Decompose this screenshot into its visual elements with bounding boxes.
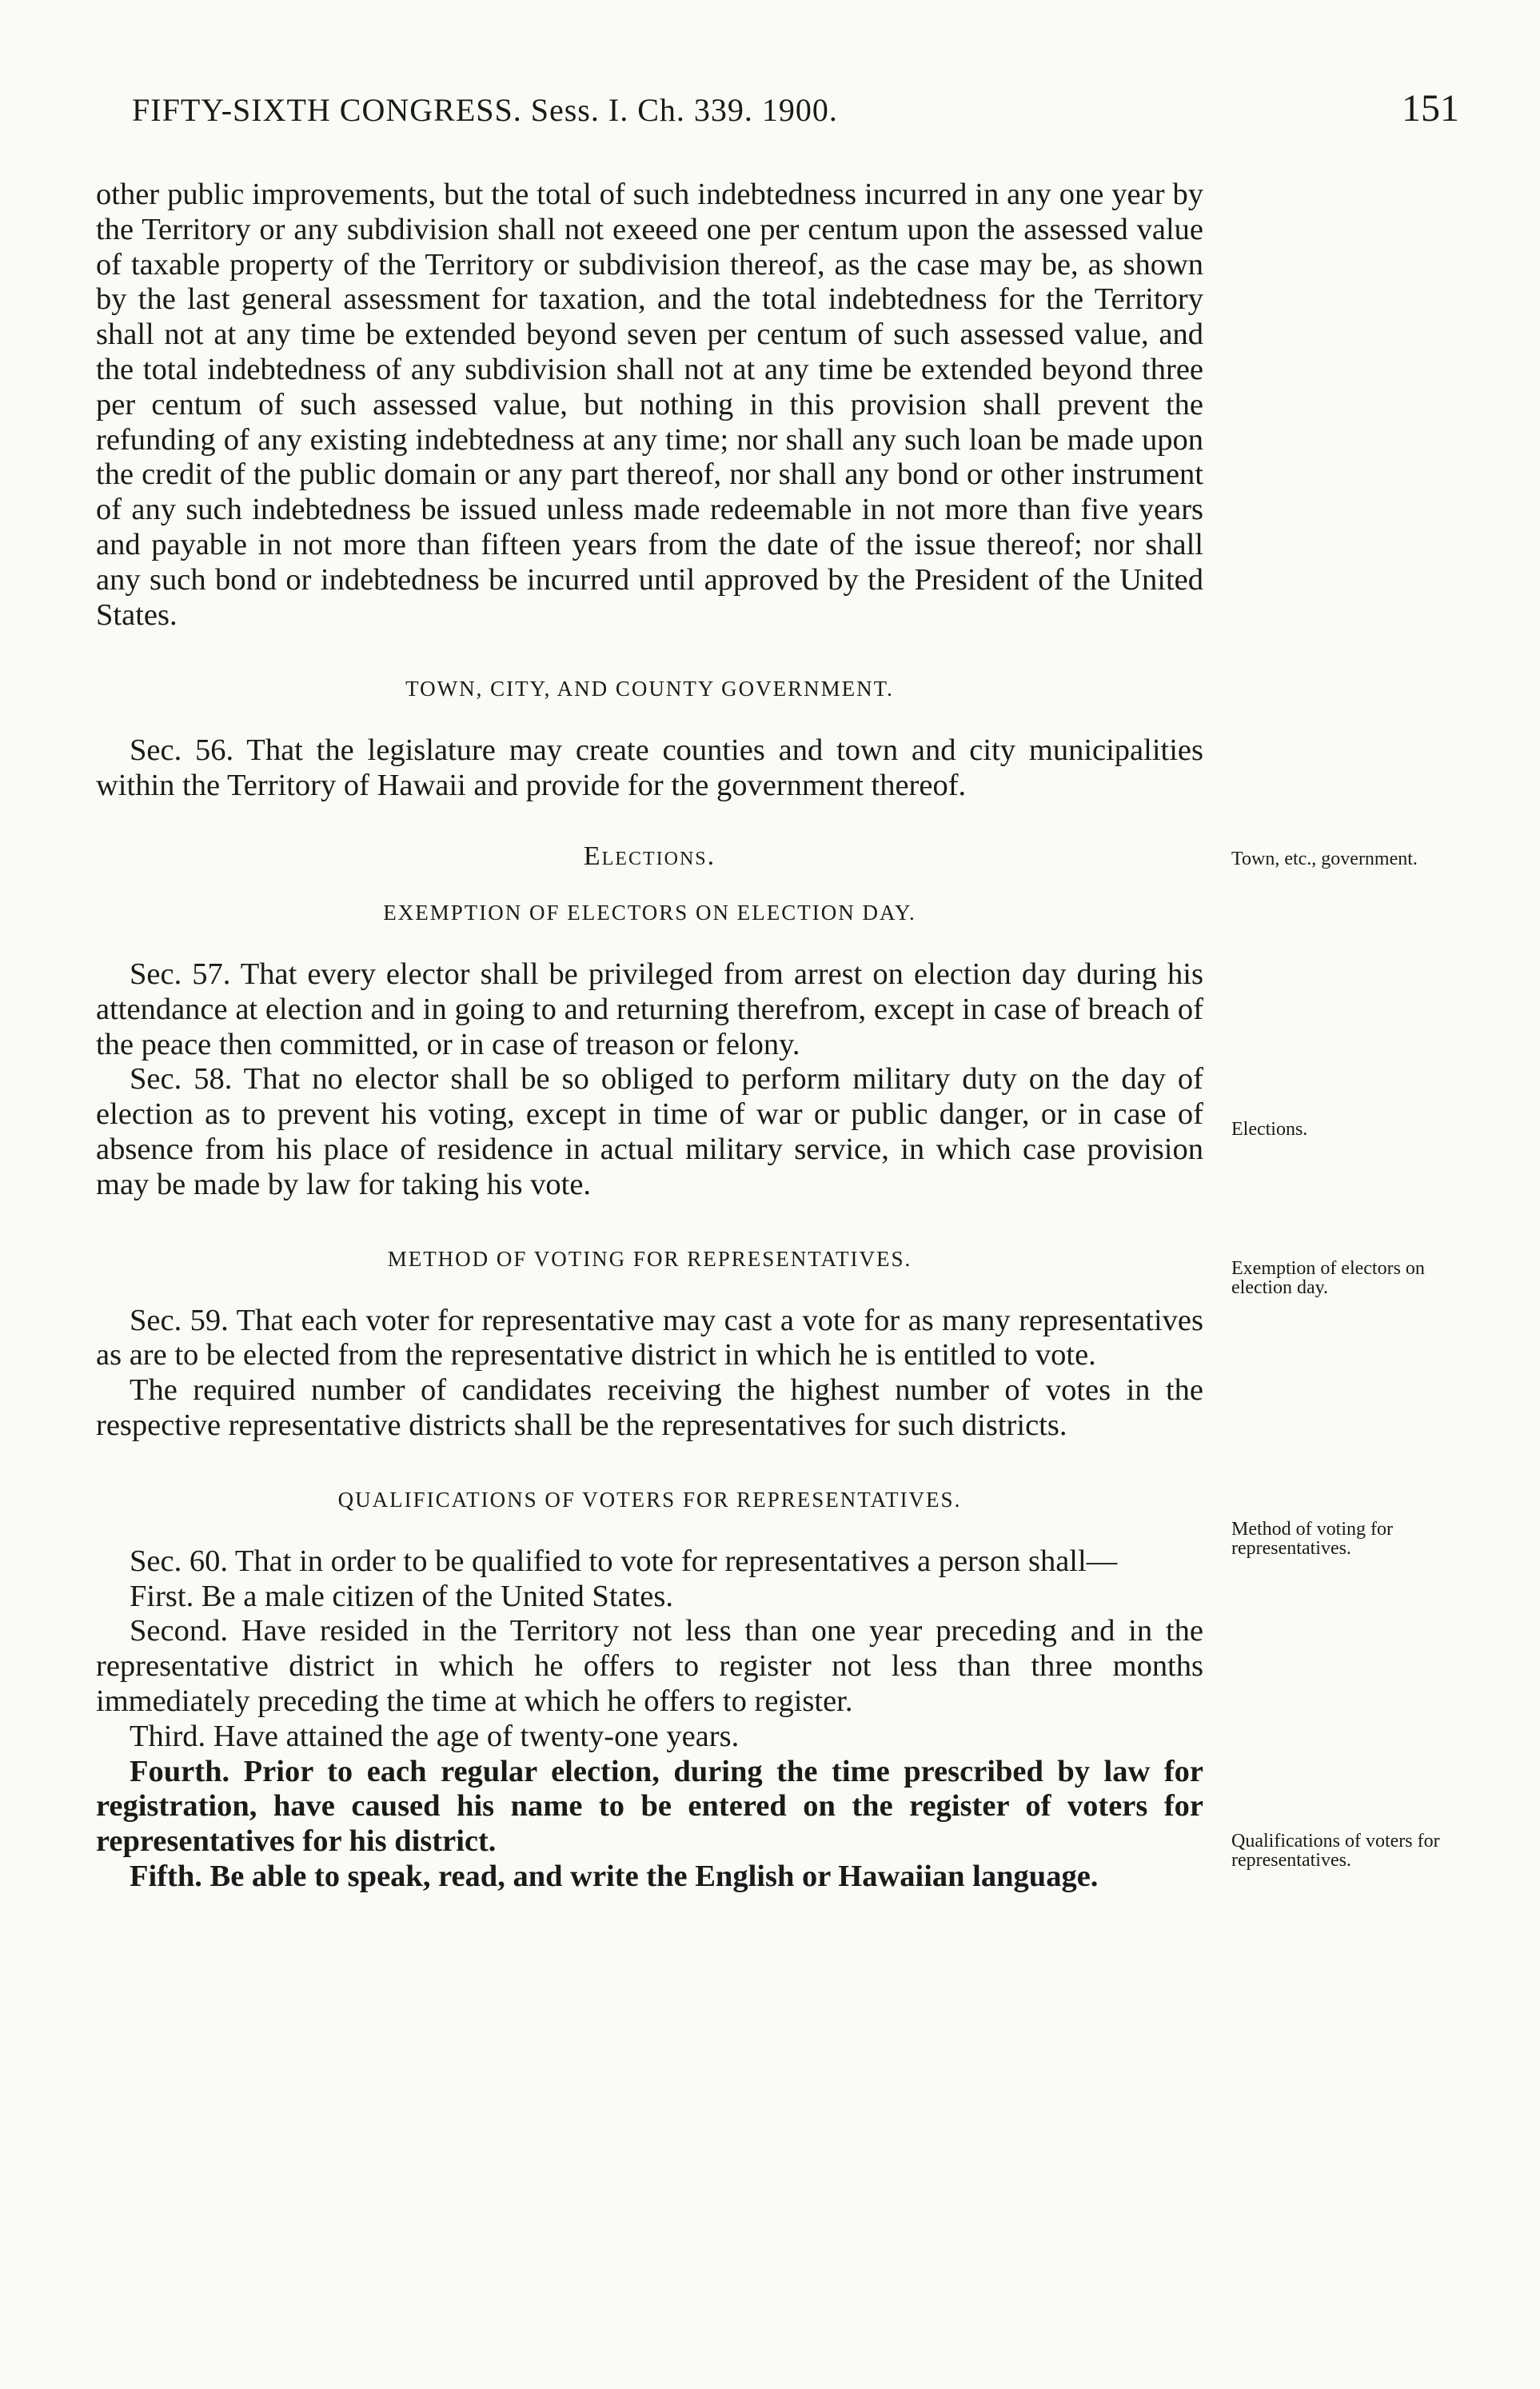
section-57: Sec. 57. That every elector shall be privileged from arrest on election day during his attendance at election and in going to and returning therefrom, except in case of breach of the peace then committed, or in case of treason or felony. <box>96 957 1203 1061</box>
qualification-fourth: Fourth. Prior to each regular election, during the time prescribed by law for registration, have caused his name to be entered on the register of voters for representatives for his district. <box>96 1754 1203 1859</box>
running-head: FIFTY-SIXTH CONGRESS. Sess. I. Ch. 339. 1900. <box>132 92 838 128</box>
section-59-continued: The required number of candidates receiving the highest number of votes in the respective representative districts shall be the representatives for such districts. <box>96 1373 1203 1442</box>
qualification-second: Second. Have resided in the Territory not less than one year preceding and in the representative district in which he offers to register not less than three months immediately preceding the time at which he offers to register. <box>96 1614 1203 1718</box>
margin-note-exemption: Exemption of electors on election day. <box>1231 1258 1425 1298</box>
main-text-column <box>96 178 1203 1895</box>
page-header <box>124 86 1459 142</box>
section-59: Sec. 59. That each voter for representative may cast a vote for as many representatives as are to be elected from the representative district in which he is entitled to vote. <box>96 1303 1203 1372</box>
continued-paragraph: other public improvements, but the total of such indebtedness incurred in any one year by the Territory or any subdivision shall not exeeed one per centum upon the assessed value of taxable property of the Territory or subdivision thereof, as the case may be, as shown by the last general assessment for taxation, and the total indebtedness for the Territory shall not at any time be extended beyond seven per centum of such assessed value, and the total indebtedness of any subdivision shall not at any time be extended beyond three per centum of such assessed value, but nothing in this provision shall prevent the refunding of any existing indebtedness at any time; nor shall any such loan be made upon the credit of the public domain or any part thereof, nor shall any bond or other instrument of any such indebtedness be issued unless made redeemable in not more than five years and payable in not more than fifteen years from the date of the issue thereof; nor shall any such bond or indebtedness be incurred until approved by the President of the United States. <box>96 178 1203 632</box>
section-60: Sec. 60. That in order to be qualified to vote for representatives a person shall— <box>130 1544 1118 1578</box>
margin-note-elections: Elections. <box>1231 1119 1308 1140</box>
heading-qualifications: QUALIFICATIONS OF VOTERS FOR REPRESENTATIVES. <box>337 1487 962 1512</box>
heading-method-of-voting: METHOD OF VOTING FOR REPRESENTATIVES. <box>387 1246 912 1271</box>
margin-note-method: Method of voting for representatives. <box>1231 1519 1393 1559</box>
heading-exemption: EXEMPTION OF ELECTORS ON ELECTION DAY. <box>383 900 916 925</box>
page-number: 151 <box>1402 87 1459 130</box>
qualification-fifth: Fifth. Be able to speak, read, and write the English or Hawaiian language. <box>130 1859 1099 1893</box>
margin-note-qualifications: Qualifications of voters for representatives. <box>1231 1831 1440 1871</box>
qualification-first: First. Be a male citizen of the United States. <box>130 1579 673 1613</box>
margin-note-town: Town, etc., government. <box>1231 849 1418 869</box>
section-58: Sec. 58. That no elector shall be so obliged to perform military duty on the day of election as to prevent his voting, except in time of war or public danger, or in case of absence from his place of residence in actual military service, in which case provision may be made by law for taking his vote. <box>96 1062 1203 1201</box>
heading-town-government: TOWN, CITY, AND COUNTY GOVERNMENT. <box>405 677 894 701</box>
heading-elections: Elections. <box>583 841 716 871</box>
qualification-third: Third. Have attained the age of twenty-one years. <box>130 1719 740 1753</box>
section-56: Sec. 56. That the legislature may create counties and town and city municipalities within the Territory of Hawaii and provide for the government thereof. <box>96 733 1203 803</box>
